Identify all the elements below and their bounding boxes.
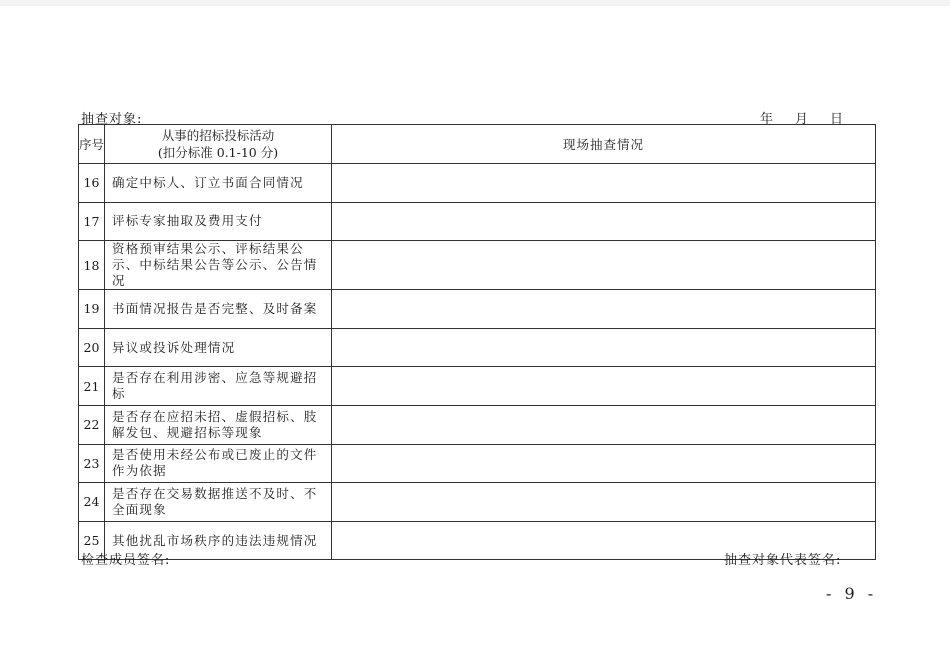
date-month: 月 <box>795 112 809 127</box>
table-row <box>79 241 876 290</box>
row-number: 22 <box>79 405 105 444</box>
row-number: 19 <box>79 290 105 329</box>
table-row <box>79 328 876 367</box>
row-number: 20 <box>79 328 105 367</box>
row-number: 24 <box>79 483 105 522</box>
column-header-number: 序号 <box>79 125 105 164</box>
column-header-activity <box>105 125 332 164</box>
table-row <box>79 483 876 522</box>
inspector-signature-label: 检查成员签名: <box>81 553 171 568</box>
table-row <box>79 367 876 406</box>
scan-top-edge <box>0 0 950 6</box>
table-row <box>79 164 876 203</box>
row-activity: 书面情况报告是否完整、及时备案 <box>105 290 332 329</box>
column-header-result: 现场抽查情况 <box>332 125 876 164</box>
row-number: 21 <box>79 367 105 406</box>
column-header-activity-title: 从事的招标投标活动 <box>161 128 275 143</box>
row-activity: 是否存在利用涉密、应急等规避招标 <box>105 367 332 406</box>
table-header-row <box>79 125 876 164</box>
row-result-field[interactable] <box>332 241 876 290</box>
row-result-field[interactable] <box>332 202 876 241</box>
row-number: 23 <box>79 444 105 483</box>
inspection-table <box>78 124 876 560</box>
row-activity: 是否使用未经公布或已废止的文件作为依据 <box>105 444 332 483</box>
row-result-field[interactable] <box>332 328 876 367</box>
table-row <box>79 444 876 483</box>
row-number: 16 <box>79 164 105 203</box>
row-number: 18 <box>79 241 105 290</box>
target-signature-label: 抽查对象代表签名: <box>724 553 842 568</box>
table-row <box>79 290 876 329</box>
row-activity: 是否存在应招未招、虚假招标、肢解发包、规避招标等现象 <box>105 405 332 444</box>
row-number: 25 <box>79 521 105 560</box>
target-label: 抽查对象: <box>81 112 143 127</box>
row-activity: 其他扰乱市场秩序的违法违规情况 <box>105 521 332 560</box>
row-result-field[interactable] <box>332 367 876 406</box>
row-activity: 评标专家抽取及费用支付 <box>105 202 332 241</box>
row-activity: 资格预审结果公示、评标结果公示、中标结果公告等公示、公告情况 <box>105 241 332 290</box>
row-result-field[interactable] <box>332 483 876 522</box>
row-activity: 异议或投诉处理情况 <box>105 328 332 367</box>
page-number: - 9 - <box>826 584 878 603</box>
row-activity: 是否存在交易数据推送不及时、不全面现象 <box>105 483 332 522</box>
row-result-field[interactable] <box>332 290 876 329</box>
table-row <box>79 202 876 241</box>
row-result-field[interactable] <box>332 444 876 483</box>
row-activity: 确定中标人、订立书面合同情况 <box>105 164 332 203</box>
row-number: 17 <box>79 202 105 241</box>
row-result-field[interactable] <box>332 405 876 444</box>
date-day: 日 <box>830 112 844 127</box>
table-row <box>79 405 876 444</box>
date-year: 年 <box>760 112 774 127</box>
column-header-activity-scoring: (扣分标准 0.1-10 分) <box>157 145 279 160</box>
row-result-field[interactable] <box>332 164 876 203</box>
